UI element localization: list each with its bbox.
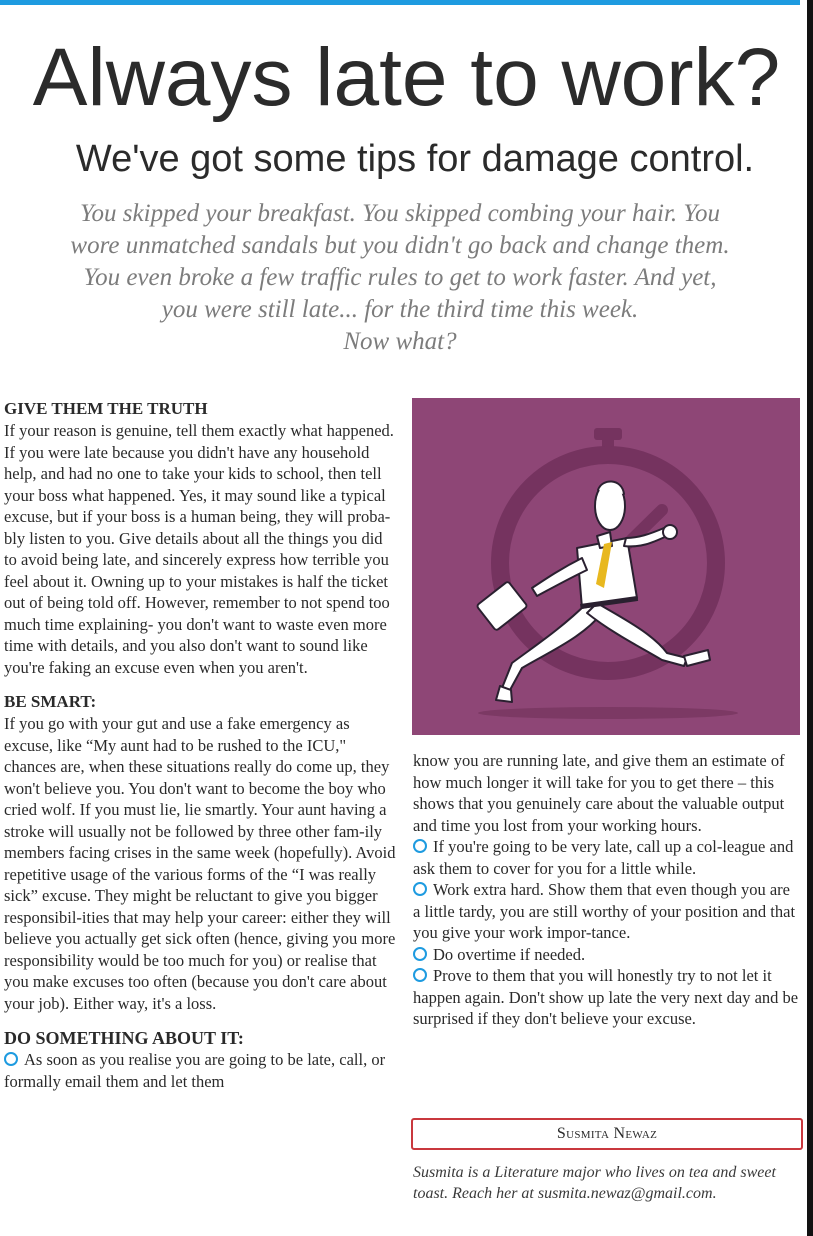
- circle-bullet-icon: [413, 968, 427, 982]
- top-accent-bar: [0, 0, 800, 5]
- bullet-item: [4, 1049, 396, 1092]
- bullet-text: Do overtime if needed.: [433, 944, 586, 964]
- bullet-item: [413, 836, 801, 879]
- standfirst-line: you were still late... for the third time this week.: [161, 296, 639, 323]
- section-body: If you go with your gut and use a fake emergency as excuse, like “My aunt had to be rushed to the ICU," chances are, when these situations really do come up, they won't believe you. You don't want to become the boy who cried wolf. If you must lie, lie smartly. Your aunt having a stroke will usually not be followed by three other fam-ily members facing crises in the same week (hopefully). Avoid repetitive usage of the various forms of the “I was really sick” excuse. They might be reluctant to give you bigger responsibil-ities that may help your career: either they will believe you actually get sick often (hence, giving you more responsibility would be too much for you) or realise that you make excuses too often (because you don't care about your job). Either way, it's a loss.: [4, 714, 396, 1013]
- running-man-illustration: [412, 398, 800, 735]
- circle-bullet-icon: [413, 947, 427, 961]
- bullet-text: Prove to them that you will honestly try to not let it happen again. Don't show up late the very next day and be surprised if they don't believe your excuse.: [413, 966, 799, 1028]
- section-heading: GIVE THEM THE TRUTH: [4, 399, 208, 418]
- section-truth: [4, 398, 396, 678]
- section-heading: DO SOMETHING ABOUT IT:: [4, 1028, 244, 1048]
- article-subtitle: We've got some tips for damage control.: [75, 138, 755, 180]
- author-byline: Susmita Newaz: [411, 1118, 803, 1150]
- running-man-clock-icon: [412, 398, 800, 735]
- author-bio: Susmita is a Literature major who lives on tea and sweet toast. Reach her at susmita.newaz@gmail.com.: [413, 1164, 776, 1202]
- right-column: [413, 750, 801, 1030]
- bullet-text: Work extra hard. Show them that even though you are a little tardy, you are still worthy of your position and that you give your work impor-tance.: [413, 880, 796, 942]
- standfirst: [0, 198, 800, 358]
- circle-bullet-icon: [413, 839, 427, 853]
- bullet-item: [413, 944, 801, 966]
- bullet-item: [413, 879, 801, 944]
- section-body: If your reason is genuine, tell them exactly what happened. If you were late because you didn't have any household help, and had no one to take your kids to school, then tell your boss what happened. Yes, it may sound like a typical excuse, but if your boss is a human being, they will proba-bly listen to you. Give details about all the things you did to avoid being late, and sincerely express how terrible you feel about it. Owning up to your mistakes is half the ticket out of being told off. However, remember to not spend too much time explaining- you don't want to waste even more time with details, and you also don't want to sound like you're faking an excuse even when you aren't.: [4, 421, 394, 677]
- left-column: [4, 398, 396, 1092]
- standfirst-line: You skipped your breakfast. You skipped combing your hair. You: [79, 200, 721, 227]
- article-title: Always late to work?: [32, 32, 781, 123]
- bullet-text: If you're going to be very late, call up a col-league and ask them to cover for you for a little while.: [413, 837, 794, 878]
- circle-bullet-icon: [413, 882, 427, 896]
- section-smart: [4, 691, 396, 1014]
- standfirst-line: Now what?: [343, 328, 457, 355]
- page-edge-bar: [807, 0, 813, 1236]
- bullet-continuation: know you are running late, and give them an estimate of how much longer it will take for you to get there – this shows that you genuinely care about the valuable output and time you lost from your working hours.: [413, 751, 785, 835]
- bullet-item: [413, 965, 801, 1030]
- standfirst-line: You even broke a few traffic rules to get to work faster. And yet,: [83, 264, 717, 291]
- circle-bullet-icon: [4, 1052, 18, 1066]
- standfirst-line: wore unmatched sandals but you didn't go back and change them.: [70, 232, 730, 259]
- section-action: [4, 1027, 396, 1092]
- bullet-text: As soon as you realise you are going to be late, call, or formally email them and let them: [4, 1050, 386, 1091]
- section-heading: BE SMART:: [4, 692, 97, 711]
